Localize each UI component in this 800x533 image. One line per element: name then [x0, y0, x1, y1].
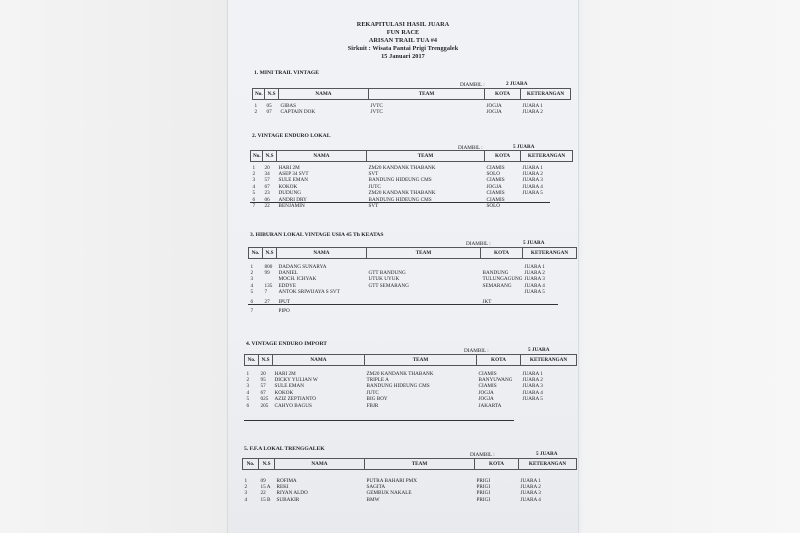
- cell-nama: HARI 2M: [278, 164, 300, 171]
- col-keterangan: KETERANGAN: [519, 459, 577, 470]
- cell-no: 3: [244, 490, 248, 497]
- cell-keterangan: [521, 403, 577, 409]
- col-kota: KOTA: [477, 355, 521, 366]
- cell-ns: 22: [264, 202, 270, 209]
- cell-nama: DANIEL: [278, 269, 298, 276]
- cell-nama: CAPTAIN DOK: [280, 108, 316, 115]
- results-table: [250, 150, 573, 209]
- cell-team: ZM20 KANDANK THABANK: [368, 164, 436, 171]
- cell-ns: 22: [260, 490, 266, 497]
- results-table: [252, 88, 571, 115]
- cell-keterangan: JUARA 2: [520, 483, 541, 490]
- table-row: [253, 109, 571, 115]
- col-ns: N.S: [259, 355, 273, 366]
- col-no: No.: [245, 355, 259, 366]
- cell-no: 6: [246, 402, 250, 409]
- cell-nama: KOKOK: [278, 183, 298, 190]
- cell-keterangan: JUARA 4: [522, 183, 543, 190]
- cell-ns: 57: [264, 177, 270, 184]
- cell-no: 7: [252, 202, 256, 209]
- event-date: 15 Januari 2017: [381, 53, 425, 60]
- cell-kota: JOGJA: [478, 389, 494, 396]
- juara-count: 2 JUARA: [506, 81, 528, 87]
- col-no: No.: [253, 89, 265, 100]
- cell-keterangan: JUARA 3: [520, 490, 541, 497]
- col-nama: NAMA: [279, 89, 369, 100]
- cell-no: 3: [246, 383, 250, 390]
- cell-no: 2: [252, 170, 256, 177]
- cell-no: 2: [250, 269, 254, 276]
- table-header-row: [253, 89, 571, 100]
- col-no: No.: [249, 248, 263, 259]
- cell-ns: 20: [264, 164, 270, 171]
- table-row: [245, 383, 577, 389]
- table-row: [245, 403, 577, 409]
- cell-team: JVTC: [370, 102, 383, 109]
- cell-no: 4: [244, 496, 248, 503]
- cell-kota: SEMARANG: [482, 282, 512, 289]
- cell-ns: 800: [264, 263, 273, 270]
- table-row: [243, 478, 577, 484]
- cell-nama: EDDYE: [278, 282, 297, 289]
- cell-ns: 05: [266, 102, 272, 109]
- cell-ns: 23: [264, 190, 270, 197]
- cell-no: 1: [244, 477, 248, 484]
- cell-ns: 15 A: [260, 483, 271, 490]
- cell-keterangan: JUARA 1: [522, 164, 543, 171]
- section-title: 5. F.F.A LOKAL TRENGGALEK: [244, 446, 325, 452]
- diambil-label: DIAMBIL :: [460, 82, 485, 88]
- section-hiburan-lokal-vintage: [250, 232, 383, 240]
- cell-keterangan: JUARA 5: [522, 190, 543, 197]
- cell-no: 5: [250, 289, 254, 296]
- cell-no: 6: [250, 298, 254, 305]
- cell-kota: PRIGI: [476, 496, 491, 503]
- event-name: FUN RACE: [386, 29, 420, 36]
- cell-no: 2: [244, 483, 248, 490]
- cell-nama: SUBAKIR: [276, 496, 300, 503]
- cell-no: 5: [246, 396, 250, 403]
- table-row: [251, 203, 573, 209]
- table-row: [251, 190, 573, 196]
- juara-count: 5 JUARA: [536, 451, 558, 457]
- cell-kota: PRIGI: [476, 483, 491, 490]
- table-row: [251, 165, 573, 171]
- section-vintage-enduro-import: [246, 341, 327, 349]
- cell-keterangan: JUARA 2: [522, 376, 543, 383]
- cell-no: 7: [250, 307, 254, 314]
- cell-ns: 07: [266, 108, 272, 115]
- cell-team: SVT: [368, 170, 379, 177]
- cell-kota: PRIGI: [476, 477, 491, 484]
- cell-team: BIG BOY: [366, 396, 388, 403]
- cell-nama: DUDUNG: [278, 190, 301, 197]
- cell-keterangan: JUARA 3: [522, 177, 543, 184]
- cell-team: PUTRA BAHARI PMX: [366, 477, 417, 484]
- cell-keterangan: [521, 203, 573, 209]
- cell-nama: CAHYO BAGUS: [274, 402, 312, 409]
- cell-ns: 09: [260, 477, 266, 484]
- table-row: [249, 308, 577, 314]
- table-row: [243, 490, 577, 496]
- cell-no: 3: [250, 276, 254, 283]
- cell-team: GTT SEMARANG: [368, 282, 409, 289]
- cell-kota: PRIGI: [476, 490, 491, 497]
- cell-team: JUTC: [368, 183, 381, 190]
- cell-keterangan: JUARA 1: [520, 477, 541, 484]
- col-kota: KOTA: [485, 89, 521, 100]
- cell-nama: MOCH. ICHYAK: [278, 276, 317, 283]
- col-nama: NAMA: [275, 459, 365, 470]
- col-no: No.: [251, 151, 263, 162]
- results-sheet: [228, 0, 578, 533]
- cell-nama: BENJAMIN: [278, 202, 305, 209]
- cell-ns: 06: [264, 196, 270, 203]
- diambil-label: DIAMBIL :: [470, 452, 495, 458]
- col-nama: NAMA: [273, 355, 365, 366]
- cell-ns: [263, 308, 277, 314]
- cell-team: SVT: [368, 202, 379, 209]
- table-row: [243, 497, 577, 503]
- cell-team: [367, 308, 481, 314]
- cell-ns: 57: [260, 383, 266, 390]
- cell-no: 1: [254, 102, 258, 109]
- document-title: REKAPITULASI HASIL JUARA: [356, 21, 450, 28]
- cell-no: 2: [246, 376, 250, 383]
- col-kota: KOTA: [485, 151, 521, 162]
- section-title: 2. VINTAGE ENDURO LOKAL: [252, 133, 331, 139]
- diambil-label: DIAMBIL :: [464, 348, 489, 354]
- section-ffa-lokal-trenggalek: [244, 446, 325, 454]
- table-header-row: [243, 459, 577, 470]
- cell-team: UTUK UYUK: [368, 276, 400, 283]
- juara-count: 5 JUARA: [528, 347, 550, 353]
- table-header-row: [249, 248, 577, 259]
- cell-team: GTT BANDUNG: [368, 269, 406, 276]
- col-team: TEAM: [365, 459, 475, 470]
- cell-keterangan: JUARA 2: [524, 269, 545, 276]
- cell-no: 4: [250, 282, 254, 289]
- cell-kota: JAKARTA: [478, 402, 502, 409]
- section-vintage-enduro-lokal: [252, 133, 330, 141]
- section-title: 3. HIBURAN LOKAL VINTAGE USIA 45 Th KEATAS: [250, 232, 384, 238]
- cell-keterangan: JUARA 3: [524, 276, 545, 283]
- cell-kota: JOGJA: [486, 102, 502, 109]
- cell-ns: 025: [260, 396, 269, 403]
- cell-keterangan: JUARA 1: [522, 370, 543, 377]
- col-ns: N.S: [259, 459, 275, 470]
- col-ns: N.S: [263, 151, 277, 162]
- cell-kota: SOLO: [486, 170, 501, 177]
- cell-nama: PIPO: [278, 307, 290, 314]
- cell-no: 2: [254, 108, 258, 115]
- cell-keterangan: JUARA 4: [524, 282, 545, 289]
- cell-no: 4: [246, 389, 250, 396]
- cell-nama: ASEP 34 SVT: [278, 170, 309, 177]
- col-team: TEAM: [365, 355, 477, 366]
- cell-kota: JKT: [482, 298, 492, 305]
- cell-no: 3: [252, 177, 256, 184]
- section-mini-trail-vintage: [254, 70, 319, 78]
- cell-ns: 7: [264, 289, 268, 296]
- col-kota: KOTA: [475, 459, 519, 470]
- col-team: TEAM: [367, 248, 481, 259]
- juara-count: 5 JUARA: [513, 144, 535, 150]
- cell-keterangan: JUARA 2: [522, 108, 543, 115]
- table-row: [245, 371, 577, 377]
- cell-ns: 135: [264, 282, 273, 289]
- col-no: No.: [243, 459, 259, 470]
- cell-ns: 34: [264, 170, 270, 177]
- cell-kota: TULUNGAGUNG: [482, 276, 523, 283]
- cell-keterangan: JUARA 1: [524, 263, 545, 270]
- cell-team: FBJR: [366, 402, 379, 409]
- cell-nama: ROFIMA: [276, 477, 297, 484]
- cell-nama: DADANG SUNARYA: [278, 263, 327, 270]
- event-subtitle: ARISAN TRAIL TUA #4: [368, 37, 438, 44]
- cutoff-line: [250, 202, 550, 203]
- diambil-label: DIAMBIL :: [466, 241, 491, 247]
- col-ns: N.S: [265, 89, 279, 100]
- circuit-name: Sirkuit : Wisata Pantai Prigi Trenggalek: [347, 45, 459, 52]
- cell-ns: 67: [260, 389, 266, 396]
- section-title: 1. MINI TRAIL VINTAGE: [254, 70, 319, 76]
- cutoff-line: [244, 420, 514, 421]
- cell-keterangan: JUARA 5: [522, 396, 543, 403]
- cell-nama: DICKY YULIAN W: [274, 376, 318, 383]
- cell-no: 5: [252, 190, 256, 197]
- cell-ns: 27: [264, 298, 270, 305]
- cell-keterangan: [523, 308, 577, 314]
- table-row: [251, 177, 573, 183]
- results-table: [244, 354, 577, 409]
- table-header-row: [245, 355, 577, 366]
- cell-kota: SOLO: [486, 202, 501, 209]
- col-ns: N.S: [263, 248, 277, 259]
- cell-nama: ANTOK SRIWIJAYA S SVT: [278, 289, 340, 296]
- cell-team: BANDUNG HIDEUNG CMS: [368, 196, 432, 203]
- cell-no: 6: [252, 196, 256, 203]
- cell-kota: JOGJA: [486, 108, 502, 115]
- cell-team: BANDUNG HIDEUNG CMS: [368, 177, 432, 184]
- document-header: [228, 21, 578, 61]
- col-nama: NAMA: [277, 151, 367, 162]
- cell-nama: KOKOK: [274, 389, 294, 396]
- cell-no: 1: [252, 164, 256, 171]
- results-table: [242, 458, 577, 503]
- cell-kota: [481, 308, 523, 314]
- cell-team: BMW: [366, 496, 380, 503]
- cell-keterangan: JUARA 2: [522, 170, 543, 177]
- col-keterangan: KETERANGAN: [523, 248, 577, 259]
- cell-kota: BANYUWANG: [478, 376, 513, 383]
- cell-team: TRIPLE A: [366, 376, 389, 383]
- cell-ns: 99: [264, 269, 270, 276]
- cell-team: JVTC: [370, 108, 383, 115]
- cell-nama: RIYAN ALDO: [276, 490, 308, 497]
- cell-no: 1: [246, 370, 250, 377]
- cell-nama: REKI: [276, 483, 289, 490]
- cell-keterangan: JUARA 4: [520, 496, 541, 503]
- col-kota: KOTA: [481, 248, 523, 259]
- cutoff-line: [248, 304, 558, 305]
- cell-ns: 95: [260, 376, 266, 383]
- cell-nama: ANDRI DRY: [278, 196, 307, 203]
- cell-keterangan: JUARA 1: [522, 102, 543, 109]
- cell-nama: GIBAS: [280, 102, 297, 109]
- col-team: TEAM: [367, 151, 485, 162]
- cell-kota: CIAMIS: [486, 190, 505, 197]
- cell-team: JUTC: [366, 389, 379, 396]
- cell-team: ZM20 KANDANK THABANK: [366, 370, 434, 377]
- cell-kota: JOGJA: [486, 183, 502, 190]
- cell-no: 4: [252, 183, 256, 190]
- col-keterangan: KETERANGAN: [521, 89, 571, 100]
- cell-nama: HARI 2M: [274, 370, 296, 377]
- cell-kota: CIAMIS: [486, 196, 505, 203]
- col-keterangan: KETERANGAN: [521, 151, 573, 162]
- cell-kota: CIAMIS: [486, 164, 505, 171]
- diambil-label: DIAMBIL :: [458, 145, 483, 151]
- cell-no: 1: [250, 263, 254, 270]
- cell-keterangan: JUARA 4: [522, 389, 543, 396]
- col-keterangan: KETERANGAN: [521, 355, 577, 366]
- cell-kota: BANDUNG: [482, 269, 509, 276]
- cell-keterangan: JUARA 3: [522, 383, 543, 390]
- cell-kota: CIAMIS: [478, 370, 497, 377]
- cell-kota: CIAMIS: [478, 383, 497, 390]
- cell-nama: SULE EMAN: [278, 177, 309, 184]
- cell-ns: 67: [264, 183, 270, 190]
- cell-nama: IPUT: [278, 298, 291, 305]
- cell-team: SAGITA: [366, 483, 386, 490]
- cell-nama: AZIZ ZEPTIANTO: [274, 396, 317, 403]
- cell-nama: SULE EMAN: [274, 383, 305, 390]
- cell-team: BANDUNG HIDEUNG CMS: [366, 383, 430, 390]
- cell-ns: 20: [260, 370, 266, 377]
- cell-team: GEMBUK NAKALE: [366, 490, 412, 497]
- cell-ns: 205: [260, 402, 269, 409]
- cell-keterangan: JUARA 5: [524, 289, 545, 296]
- cell-team: ZM20 KANDANK THABANK: [368, 190, 436, 197]
- col-nama: NAMA: [277, 248, 367, 259]
- cell-kota: JOGJA: [478, 396, 494, 403]
- section-title: 4. VINTAGE ENDURO IMPORT: [246, 341, 328, 347]
- cell-kota: CIAMIS: [486, 177, 505, 184]
- col-team: TEAM: [369, 89, 485, 100]
- cell-ns: 15 B: [260, 496, 271, 503]
- juara-count: 5 JUARA: [523, 240, 545, 246]
- table-header-row: [251, 151, 573, 162]
